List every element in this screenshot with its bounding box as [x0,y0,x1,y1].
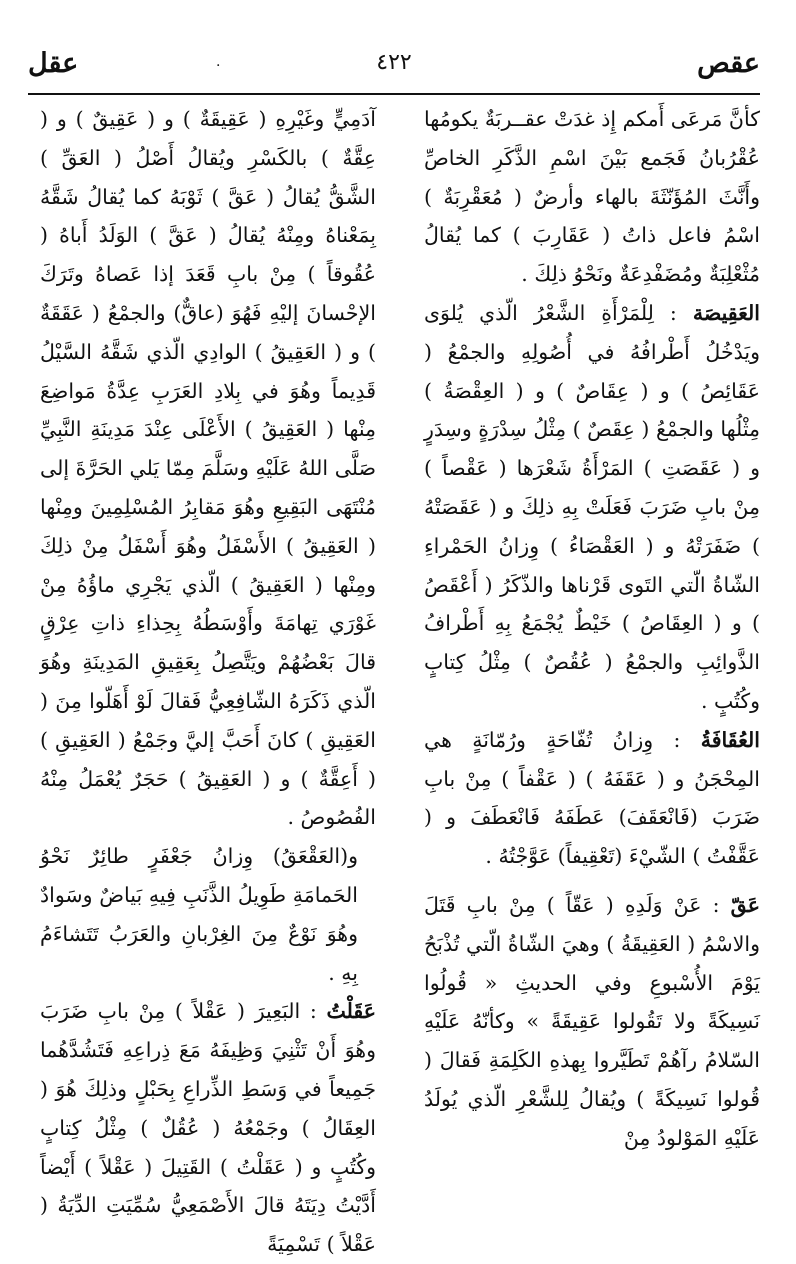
entry-headword: عَقّ [730,892,760,917]
header-rule [28,93,760,95]
entry-aqaq: و(العَقْعَقُ) وِزانُ جَعْفَرٍ طائِرٌ نَحْوُ الحَمامَةِ طَوِيلُ الذَّنَبِ فِيهِ بَياضٌ وسَوادٌ وهُوَ نَوْعٌ مِنَ الغِرْبانِ والعَرَبُ تَتَشاءَمُ بِهِ . [40,844,358,985]
entry-headword: العَقِيصَة [692,300,760,325]
header-dot-mark: · [216,58,221,74]
entry-headword: عَقَلْتُ [326,999,376,1024]
entry-aqqa [424,886,760,1158]
page-header [28,44,760,88]
entry-text: : لِلْمَرْأَةِ الشَّعْرُ الّذي يُلوَى ويَدْخُلُ أَطْرافُهُ في أُصُولِهِ والجمْعُ ( عَقَائِصُ ) و ( عِقَاصٌ ) و ( العِقْصَةُ ) مِثْلُها والجمْعُ ( عِقَصٌ ) مِثْلُ سِدْرَةٍ وسِدَرٍ و ( عَقَصَتِ ) المَرْأَةُ شَعْرَها ( عَقْصاً ) مِنْ بابِ ضَرَبَ فَعَلَتْ بِهِ ذلِكَ و ( عَقَصَتْهُ ) ضَفَرَتْهُ و ( العَقْصَاءُ ) وِزانُ الحَمْراءِ الشّاةُ الّتي التَوى قَرْناها والذّكَرُ ( أَعْقَصُ ) و ( العِقَاصُ ) خَيْطٌ يُجْمَعُ بِهِ أَطْرافُ الذَّوائِبِ والجمْعُ ( عُقُصٌ ) مِثْلُ كِتابٍ وكُتُبٍ . [424,300,760,713]
entry-uqafa [424,721,760,876]
header-first-entry: عقص [697,48,760,79]
header-last-entry: عقل [28,48,79,79]
entry-headword: العُقَافَةُ [700,727,760,752]
entry-aqisa [424,294,760,721]
entry-text: : وِزانُ تُفّاحَةٍ ورُمّانَةٍ هي المِحْجَنُ و ( عَقَفَهُ ) ( عَقْفاً ) مِنْ بابِ ضَرَبَ (فَانْعَقَفَ) عَطَفَهُ فَانْعَطَفَ و ( عَقَّفْتُ ) الشّيْءَ (تَعْقِيفاً) عَوَّجْتُهُ . [424,727,760,869]
entry-continuation: كأنَّ مَرعَى أَمكم إِذ غدَتْ عقــربَةٌ يكومُها عُقْرُبانُ فَجَمع بَيْنَ اسْمِ الذَّكَرِ الخاصِّ وأَنَّثَ المُؤَنّثَةَ بالهاء وأرضٌ ( مُعَقْرِبَةٌ ) اسْمُ فاعل ذاتُ ( عَقَارِبَ ) كما يُقالُ مُثْعْلِبَةٌ ومُضَفْدِعَةٌ ونَحْوُ ذلِكَ . [424,107,760,287]
entry-text: : عَنْ وَلَدِهِ ( عَقّاً ) مِنْ بابِ قَتَلَ والاسْمُ ( العَقِيقَةُ ) وهيَ الشّاةُ الّتي تُذْبَحُ يَوْمَ الأُسْبوعِ وفي الحديثِ « قُولُوا نَسِيكَةً ولا تَقُولوا عَقِيقَةً » وكأنّهُ عَلَيْهِ السّلامُ رآهُمْ تَطَيَّروا بِهذهِ الكَلِمَةِ فَقالَ ( قُولوا نَسِيكَةً ) ويُقالُ لِلشَّعْرِ الّذي يُولَدُ عَلَيْهِ المَوْلودُ مِنْ [424,892,760,1150]
page-number: ٤٢٢ [376,50,412,75]
entry-aqaltu [40,992,376,1264]
left-column [40,100,376,1257]
right-column [424,100,760,1150]
entry-continuation: آدَمِيٍّ وغَيْرِهِ ( عَقِيقَةٌ ) و ( عَقِيقٌ ) و ( عِقَّةٌ ) بالكَسْرِ ويُقالُ أَصْلُ ( العَقِّ ) الشَّقُّ يُقالُ ( عَقَّ ) ثَوْبَهُ كما يُقالُ شَقَّهُ بِمَعْناهُ ومِنْهُ يُقالُ ( عَقَّ ) الوَلَدُ أَباهُ ( عُقُوقاً ) مِنْ بابِ قَعَدَ إذا عَصاهُ وتَرَكَ الإحْسانَ إليْهِ فَهُوَ (عاقٌّ) والجمْعُ ( عَقَقَةٌ ) و ( العَقِيقُ ) الوادِي الّذي شَقَّهُ السَّيْلُ قَدِيماً وهُوَ في بِلادِ العَرَبِ عِدَّةُ مَواضِعَ مِنْها ( العَقِيقُ ) الأَعْلَى عِنْدَ مَدِينَةِ النَّبِيِّ صَلَّى اللهُ عَلَيْهِ وسَلَّمَ مِمّا يَلي الحَرَّةَ إلى مُنْتَهَى البَقِيعِ وهُوَ مَقابِرُ المُسْلِمِينَ ومِنْها ( العَقِيقُ ) الأَسْفَلُ وهُوَ أَسْفَلُ مِنْ ذلِكَ ومِنْها ( العَقِيقُ ) الّذي يَجْرِي ماؤُهُ مِنْ غَوْرَي تِهامَةَ وأَوْسَطُهُ بِحِذاءِ ذاتِ عِرْقٍ قالَ بَعْضُهُمْ ويَتَّصِلُ بِعَقِيقِ المَدِينَةِ وهُوَ الّذي ذَكَرَهُ الشّافِعِيُّ فَقالَ لَوْ أَهَلّوا مِنَ ( العَقِيقِ ) كانَ أَحَبَّ إليَّ وجَمْعُ ( العَقِيقِ ) ( أَعِقَّةٌ ) و ( العَقِيقُ ) حَجَرٌ يُعْمَلُ مِنْهُ الفُصُوصُ . [40,107,376,830]
entry-text: : البَعِيرَ ( عَقْلاً ) مِنْ بابِ ضَرَبَ وهُوَ أَنْ تَثْنِيَ وَظِيفَهُ مَعَ ذِراعِهِ فَتَشُدَّهُما جَمِيعاً في وَسَطِ الذِّراعِ بِحَبْلٍ وذلِكَ هُوَ ( العِقَالُ ) وجَمْعُهُ ( عُقُلٌ ) مِثْلُ كِتابٍ وكُتُبٍ و ( عَقَلْتُ ) القَتِيلَ ( عَقْلاً ) أَيْضاً أَدَّيْتُ دِيَتَهُ قالَ الأَصْمَعِيُّ سُمِّيَتِ الدِّيَةُ ( عَقْلاً ) تَسْمِيَةً [40,999,376,1257]
